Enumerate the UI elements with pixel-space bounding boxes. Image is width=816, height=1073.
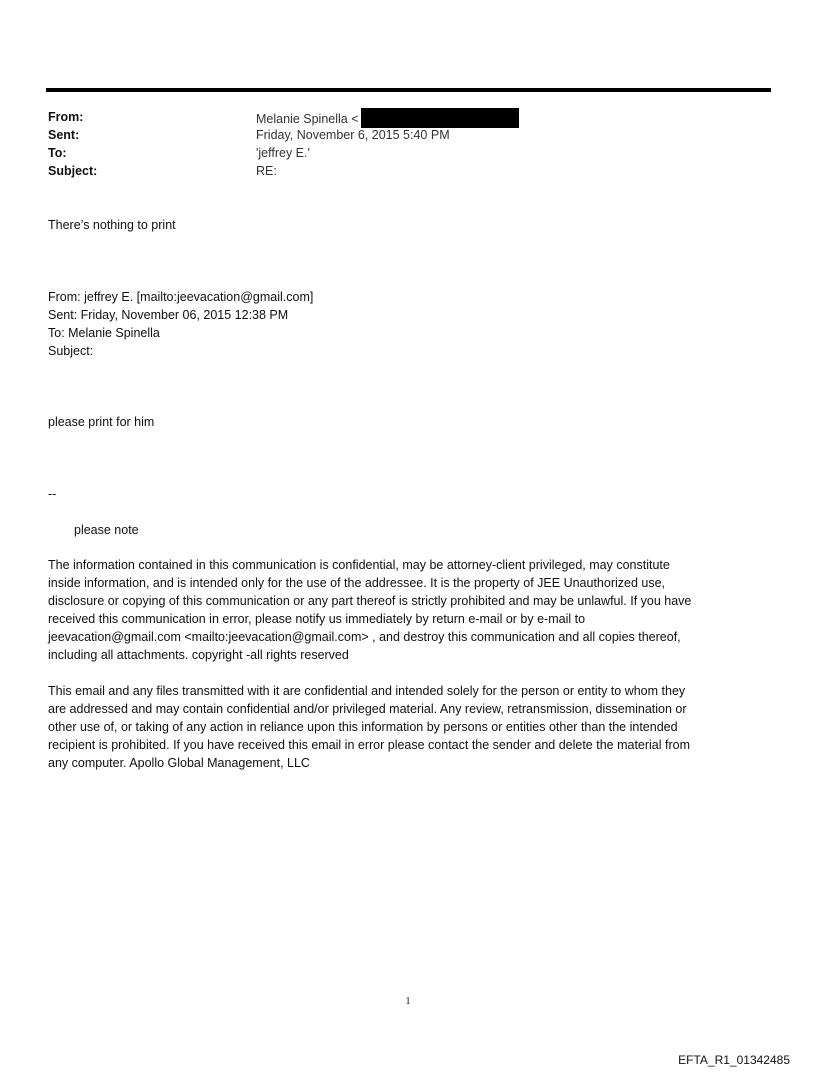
subject-label: Subject: [48, 164, 98, 178]
quoted-from: From: jeffrey E. [mailto:jeevacation@gmail.com] [48, 290, 314, 304]
reply-body: There’s nothing to print [48, 218, 176, 232]
quoted-body: please print for him [48, 415, 155, 429]
subject-value: RE: [256, 164, 277, 178]
page-number: 1 [405, 996, 411, 1007]
quoted-subject: Subject: [48, 344, 94, 358]
header-rule [46, 88, 771, 92]
signature-note: please note [74, 523, 139, 537]
document-id-footer: EFTA_R1_01342485 [678, 1053, 790, 1067]
to-label: To: [48, 146, 67, 160]
from-name: Melanie Spinella < [256, 112, 359, 126]
disclaimer-paragraph-1: The information contained in this communication is confidential, may be attorney-client privileged, may constitute inside information, and is intended only for the use of the addressee. It is the property of JEE Unauthorized use, disclosure or copying of this communication or any part thereof is strictly prohibited and may be unlawful. If you have received this communication in error, please notify us immediately by return e-mail or by e-mail to jeevacation@gmail.com <mailto:jeevacation@gmail.com> , and destroy this communication and all copies thereof, including all attachments. copyright -all rights reserved [48, 558, 692, 662]
sent-value: Friday, November 6, 2015 5:40 PM [256, 128, 450, 142]
quoted-to: To: Melanie Spinella [48, 326, 160, 340]
signature-separator: -- [48, 487, 57, 501]
disclaimer-paragraph-2: This email and any files transmitted with it are confidential and intended solely for the person or entity to whom they are addressed and may contain confidential and/or privileged material. Any review, retransmission, dissemination or other use of, or taking of any action in reliance upon this information by persons or entities other than the intended recipient is prohibited. If you have received this email in error please contact the sender and delete the material from any computer. Apollo Global Management, LLC [48, 684, 691, 770]
from-value [256, 108, 519, 128]
sent-label: Sent: [48, 128, 80, 142]
to-value: 'jeffrey E.' [256, 146, 310, 160]
quoted-sent: Sent: Friday, November 06, 2015 12:38 PM [48, 308, 289, 322]
redaction-box [361, 108, 519, 128]
from-label: From: [48, 110, 84, 124]
